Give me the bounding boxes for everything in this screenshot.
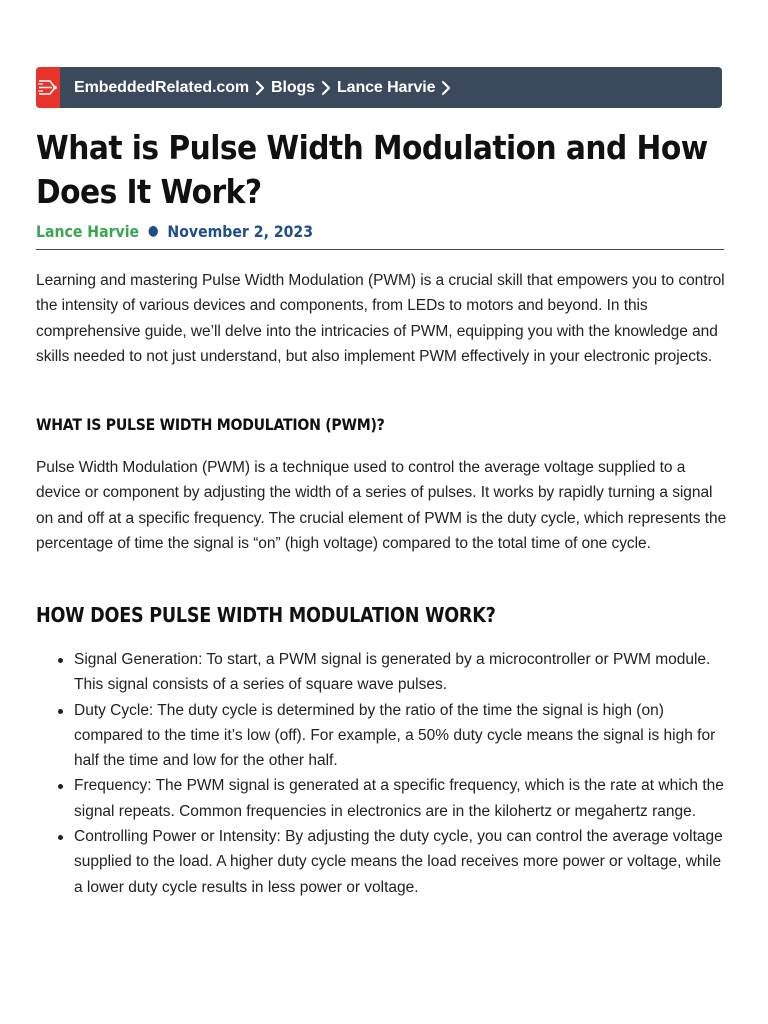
breadcrumb-link-blogs[interactable]: Blogs <box>271 78 315 96</box>
article-byline <box>36 219 313 243</box>
publish-date: November 2, 2023 <box>167 221 314 241</box>
list-item <box>36 824 728 900</box>
chevron-right-icon <box>435 67 457 108</box>
page-title: What is Pulse Width Modulation and How Does It Work? <box>36 128 708 211</box>
list-item <box>36 647 728 698</box>
byline-divider <box>36 249 724 250</box>
chevron-right-icon <box>249 67 271 108</box>
breadcrumb-link-author[interactable]: Lance Harvie <box>336 78 436 96</box>
breadcrumb <box>36 67 722 108</box>
list-item-text: Frequency: The PWM signal is generated at a specific frequency, which is the rate at which the signal repeats. Common frequencies in electronics are in the kilohertz or megahertz range. <box>74 777 724 820</box>
bullet-icon <box>58 784 63 789</box>
chevron-right-icon <box>315 67 337 108</box>
list-item-text: Signal Generation: To start, a PWM signal is generated by a microcontroller or PWM module. This signal consists of a series of square wave pulses. <box>74 651 711 694</box>
section-heading-how-pwm-works: HOW DOES PULSE WIDTH MODULATION WORK? <box>36 603 496 627</box>
list-item <box>36 773 728 824</box>
list-item-text: Controlling Power or Intensity: By adjusting the duty cycle, you can control the average voltage supplied to the load. A higher duty cycle means the load receives more power or voltage, while a lower duty cycle results in less power or voltage. <box>74 828 723 896</box>
section-heading-what-is-pwm: WHAT IS PULSE WIDTH MODULATION (PWM)? <box>36 415 385 434</box>
bullet-icon <box>58 835 63 840</box>
breadcrumb-link-home[interactable]: EmbeddedRelated.com <box>74 78 250 96</box>
bullet-icon <box>58 709 63 714</box>
how-pwm-works-list <box>36 647 728 900</box>
author-link[interactable]: Lance Harvie <box>36 221 140 241</box>
embeddedrelated-logo-icon[interactable] <box>36 67 60 108</box>
list-item <box>36 698 728 774</box>
list-item-text: Duty Cycle: The duty cycle is determined by the ratio of the time the signal is high (on) compared to the time it’s low (off). For example, a 50% duty cycle means the signal is high for half the time and low for the other half. <box>74 701 716 770</box>
bullet-icon <box>58 658 63 663</box>
bullet-separator-icon: ● <box>147 223 159 239</box>
section-paragraph-what-is-pwm: Pulse Width Modulation (PWM) is a technique used to control the average voltage supplied to a device or component by adjusting the width of a series of pulses. It works by rapidly turning a signal on and off at a specific frequency. The crucial element of PWM is the duty cycle, which represents the percentage of time the signal is “on” (high voltage) compared to the total time of one cycle. <box>36 459 727 552</box>
intro-paragraph: Learning and mastering Pulse Width Modulation (PWM) is a crucial skill that empowers you to control the intensity of various devices and components, from LEDs to motors and beyond. In this comprehensive guide, we’ll delve into the intricacies of PWM, equipping you with the knowledge and skills needed to not just understand, but also implement PWM effectively in your electronic projects. <box>36 272 725 365</box>
